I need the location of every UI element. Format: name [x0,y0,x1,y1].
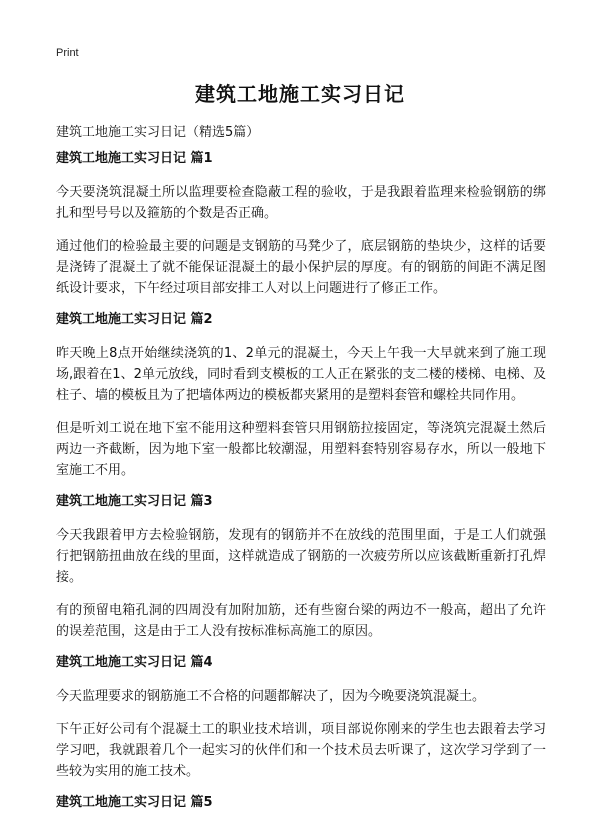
paragraph: 通过他们的检验最主要的问题是支钢筋的马凳少了，底层钢筋的垫块少，这样的话要是浇铸了混凝土了就不能保证混凝土的最小保护层的厚度。有的钢筋的间距不满足图纸设计要求，下午经过项目部安排工人对以上问题进行了修正工作。 [56,239,546,296]
paragraph: 今天要浇筑混凝土所以监理要检查隐蔽工程的验收，于是我跟着监理来检验钢筋的绑扎和型号号以及箍筋的个数是否正确。 [56,185,546,221]
section-heading: 建筑工地施工实习日记 篇4 [56,655,213,670]
paragraph: 今天监理要求的钢筋施工不合格的问题都解决了，因为今晚要浇筑混凝土。 [56,689,486,704]
paragraph: 但是听刘工说在地下室不能用这种塑料套管只用钢筋拉接固定，等浇筑完混凝土然后两边一齐截断，因为地下室一般都比较潮湿，用塑料套特别容易存水，所以一般地下室施工不用。 [56,421,546,478]
paragraph: 下午正好公司有个混凝土工的职业技术培训，项目部说你刚来的学生也去跟着去学习学习吧，我就跟着几个一起实习的伙伴们和一个技术员去听课了，这次学习学到了一些较为实用的施工技术。 [56,722,546,779]
diary-entry-4 [56,654,546,782]
page-title: 建筑工地施工实习日记 [195,82,405,106]
diary-entry-2 [56,311,546,481]
print-link[interactable]: Print [56,47,79,59]
section-heading: 建筑工地施工实习日记 篇2 [56,312,213,327]
paragraph: 昨天晚上8点开始继续浇筑的1、2单元的混凝土，今天上午我一大早就来到了施工现场,跟着在1、2单元放线，同时看到支模板的工人正在紧张的支二楼的楼梯、电梯、及柱子、墙的模板且为了把墙体两边的模板都夹紧用的是塑料套管和螺栓共同作用。 [56,346,546,403]
section-heading: 建筑工地施工实习日记 篇1 [56,151,213,166]
paragraph: 有的预留电箱孔洞的四周没有加附加筋，还有些窗台梁的两边不一般高，超出了允许的误差范围，这是由于工人没有按标准标高施工的原因。 [56,603,546,639]
diary-entry-5 [56,794,546,812]
section-heading: 建筑工地施工实习日记 篇5 [56,795,213,810]
document-subtitle: 建筑工地施工实习日记（精选5篇） [56,125,260,140]
paragraph: 今天我跟着甲方去检验钢筋，发现有的钢筋并不在放线的范围里面，于是工人们就强行把钢筋扭曲放在线的里面，这样就造成了钢筋的一次疲劳所以应该截断重新打孔焊接。 [56,528,546,585]
section-heading: 建筑工地施工实习日记 篇3 [56,494,213,509]
diary-entry-3 [56,493,546,642]
document-body [56,150,546,826]
diary-entry-1 [56,150,546,299]
